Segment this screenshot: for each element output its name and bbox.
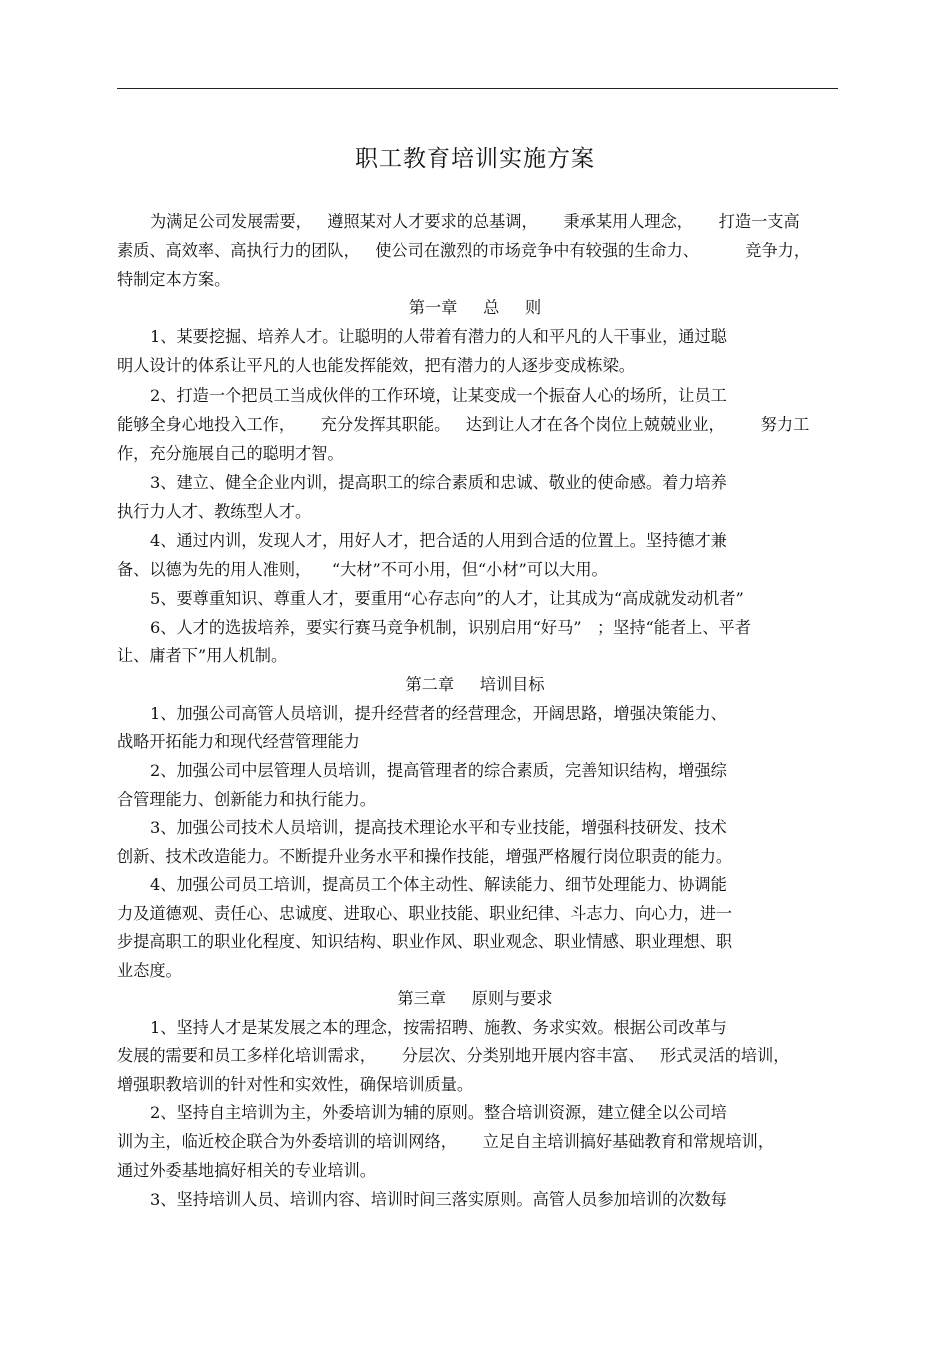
- text-line: 发展的需要和员工多样化培训需求， 分层次、分类别地开展内容丰富、 形式灵活的培训，: [117, 1046, 790, 1065]
- text-line: 通过外委基地搞好相关的专业培训。: [117, 1161, 376, 1180]
- text-line: 2、坚持自主培训为主，外委培训为辅的原则。整合培训资源，建立健全以公司培: [150, 1103, 727, 1122]
- text-line: 6、人才的选拔培养，要实行赛马竞争机制，识别启用“好马” ；坚持“能者上、平者: [150, 618, 751, 637]
- text-line: 1、坚持人才是某发展之本的理念，按需招聘、施教、务求实效。根据公司改革与: [150, 1018, 727, 1037]
- text-line: 力及道德观、责任心、忠诚度、进取心、职业技能、职业纪律、斗志力、向心力，进一: [117, 904, 733, 923]
- text-line: 3、加强公司技术人员培训，提高技术理论水平和专业技能，增强科技研发、技术: [150, 818, 727, 837]
- text-line: 明人设计的体系让平凡的人也能发挥能效，把有潜力的人逐步变成栋梁。: [117, 356, 635, 375]
- text-line: 4、通过内训，发现人才，用好人才，把合适的人用到合适的位置上。坚持德才兼: [150, 531, 727, 550]
- text-line: 战略开拓能力和现代经营管理能力: [117, 732, 360, 751]
- text-line: 3、坚持培训人员、培训内容、培训时间三落实原则。高管人员参加培训的次数每: [150, 1190, 727, 1209]
- text-line: 业态度。: [117, 961, 182, 980]
- text-line: 能够全身心地投入工作， 充分发挥其职能。 达到让人才在各个岗位上兢兢业业， 努力工: [117, 415, 810, 434]
- text-line: 5、要尊重知识、尊重人才，要重用“心存志向”的人才，让其成为“高成就发动机者”: [150, 589, 744, 608]
- text-line: 执行力人才、教练型人才。: [117, 502, 312, 521]
- text-line: 2、加强公司中层管理人员培训，提高管理者的综合素质，完善知识结构，增强综: [150, 761, 727, 780]
- text-line: 创新、技术改造能力。不断提升业务水平和操作技能，增强严格履行岗位职责的能力。: [117, 847, 733, 866]
- text-line: 1、加强公司高管人员培训，提升经营者的经营理念，开阔思路，增强决策能力、: [150, 704, 727, 723]
- text-line: 2、打造一个把员工当成伙伴的工作环境，让某变成一个振奋人心的场所，让员工: [150, 386, 727, 405]
- text-line: 为满足公司发展需要， 遵照某对人才要求的总基调， 秉承某用人理念， 打造一支高: [150, 212, 800, 231]
- text-line: 步提高职工的职业化程度、知识结构、职业作风、职业观念、职业情感、职业理想、职: [117, 932, 733, 951]
- text-line: 特制定本方案。: [117, 270, 231, 289]
- text-line: 合管理能力、创新能力和执行能力。: [117, 790, 376, 809]
- text-line: 训为主，临近校企联合为外委培训的培训网络， 立足自主培训搞好基础教育和常规培训，: [117, 1132, 775, 1151]
- header-rule: [117, 88, 838, 89]
- chapter-heading: 第二章 培训目标: [405, 675, 545, 694]
- chapter-heading: 第一章 总 则: [408, 298, 542, 317]
- text-line: 1、某要挖掘、培养人才。让聪明的人带着有潜力的人和平凡的人干事业，通过聪: [150, 327, 727, 346]
- text-line: 素质、高效率、高执行力的团队， 使公司在激烈的市场竞争中有较强的生命力、 竞争力，: [117, 241, 811, 260]
- document-title: 职工教育培训实施方案: [355, 146, 595, 172]
- text-line: 让、庸者下”用人机制。: [117, 646, 288, 665]
- text-line: 3、建立、健全企业内训，提高职工的综合素质和忠诚、敬业的使命感。着力培养: [150, 473, 727, 492]
- text-line: 增强职教培训的针对性和实效性，确保培训质量。: [117, 1075, 474, 1094]
- text-line: 4、加强公司员工培训，提高员工个体主动性、解读能力、细节处理能力、协调能: [150, 875, 727, 894]
- text-line: 备、以德为先的用人准则， “大材”不可小用，但“小材”可以大用。: [117, 560, 608, 579]
- chapter-heading: 第三章 原则与要求: [397, 989, 553, 1008]
- text-line: 作，充分施展自己的聪明才智。: [117, 444, 344, 463]
